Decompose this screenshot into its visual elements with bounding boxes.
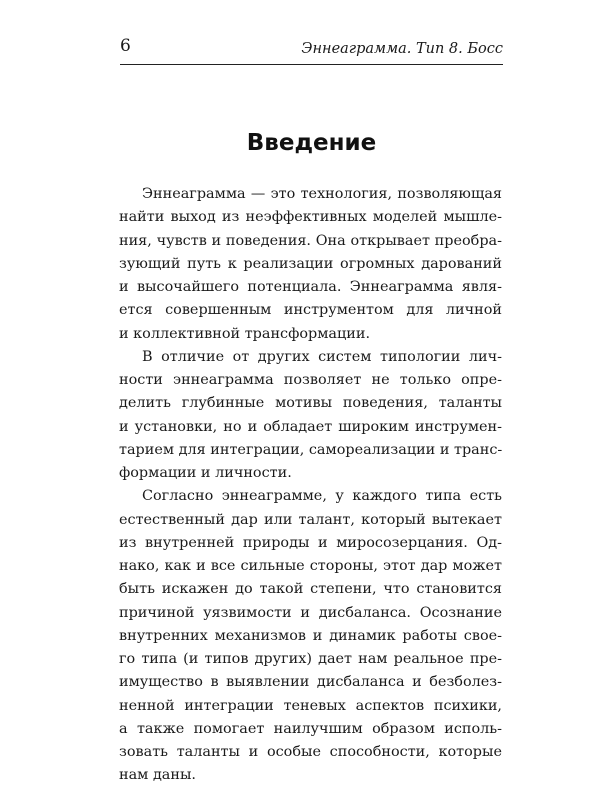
text-line: быть искажен до такой степени, что становится: [119, 581, 502, 598]
paragraph-3: [119, 485, 502, 787]
text-line: ется совершенным инструментом для личной: [119, 302, 502, 319]
text-line: и установки, но и обладает широким инструмен-: [119, 418, 502, 435]
text-line: формации и личности.: [119, 465, 292, 481]
text-line: внутренних механизмов и динамик работы свое-: [119, 627, 502, 644]
page-number: 6: [120, 36, 131, 56]
text-line: Эннеаграмма — это технология, позволяющая: [142, 186, 502, 202]
text-line: ния, чувств и поведения. Она открывает преобра-: [119, 232, 502, 249]
text-line: Согласно эннеаграмме, у каждого типа есть: [142, 488, 502, 505]
text-line: а также помогает наилучшим образом исполь-: [119, 720, 502, 737]
text-line: нам даны.: [119, 767, 196, 784]
text-line: из внутренней природы и миросозерцания. Од-: [119, 534, 502, 551]
chapter-heading: Введение: [246, 130, 377, 156]
running-header: [120, 36, 503, 65]
text-line: нако, как и все сильные стороны, этот дар может: [119, 558, 502, 574]
text-line: делить глубинные мотивы поведения, таланты: [119, 395, 502, 412]
running-title: Эннеаграмма. Тип 8. Босс: [301, 41, 503, 57]
text-line: зующий путь к реализации огромных дарований: [119, 255, 502, 272]
text-line: найти выход из неэффективных моделей мышле-: [119, 209, 502, 226]
text-line: и коллективной трансформации.: [119, 325, 371, 342]
text-line: го типа (и типов других) дает нам реальное пре-: [119, 651, 502, 667]
text-line: тарием для интеграции, самореализации и транс-: [119, 441, 503, 458]
text-line: естественный дар или талант, который вытекает: [119, 511, 502, 528]
text-line: причиной уязвимости и дисбаланса. Осознание: [119, 604, 502, 621]
text-line: зовать таланты и особые способности, которые: [119, 744, 502, 760]
body-text: [119, 183, 502, 788]
text-line: В отличие от других систем типологии лич-: [142, 348, 502, 365]
text-line: ности эннеаграмма позволяет не только опре-: [119, 372, 502, 388]
text-line: ненной интеграции теневых аспектов психики,: [119, 697, 502, 714]
paragraph-2: [119, 346, 502, 486]
paragraph-1: [119, 183, 502, 346]
text-line: имущество в выявлении дисбаланса и безболез-: [119, 674, 502, 691]
text-line: и высочайшего потенциала. Эннеаграмма явля-: [119, 279, 502, 295]
